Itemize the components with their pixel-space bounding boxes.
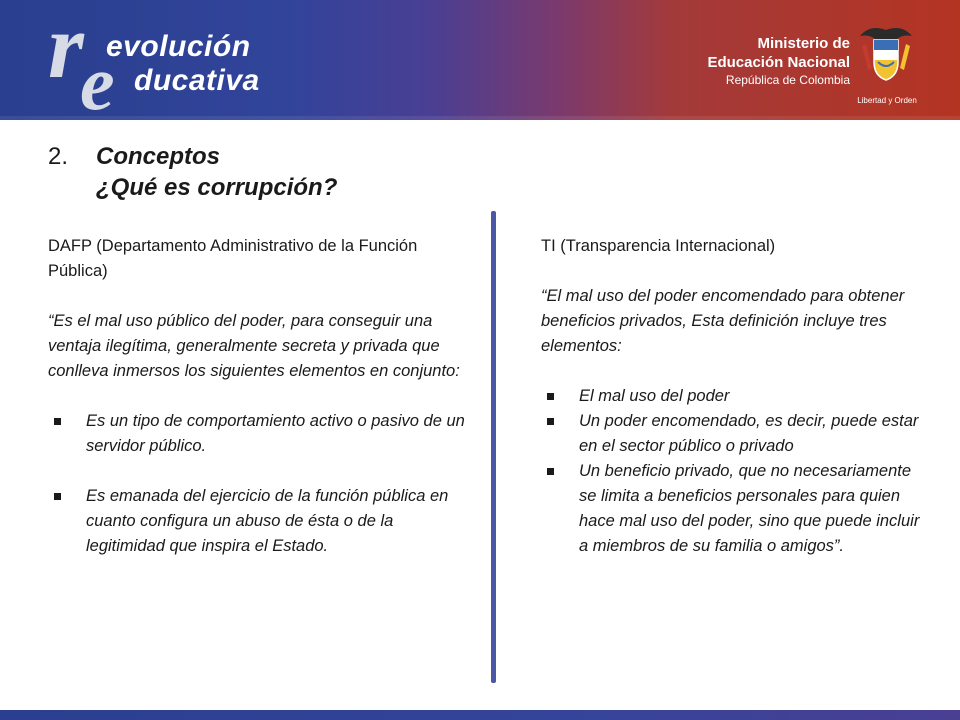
left-column-dafp bbox=[48, 234, 468, 559]
right-column-ti bbox=[541, 234, 921, 559]
square-bullet-icon bbox=[547, 418, 554, 425]
ti-bullet-item bbox=[541, 409, 921, 459]
dafp-bullet-item bbox=[48, 409, 468, 459]
square-bullet-icon bbox=[54, 418, 61, 425]
title-number: 2. bbox=[48, 143, 69, 170]
dafp-bullet-item bbox=[48, 484, 468, 559]
ti-bullet-text: Un poder encomendado, es decir, puede estar en el sector público o privado bbox=[579, 412, 919, 455]
ti-source: TI (Transparencia Internacional) bbox=[541, 237, 776, 255]
ti-bullet-text: Un beneficio privado, que no necesariamente se limita a beneficios personales para quien hace mal uso del poder, sino que puede incluir a miembros de su familia o amigos”. bbox=[579, 462, 920, 555]
ministry-line-2: Educación Nacional bbox=[707, 54, 850, 71]
footer-bar bbox=[0, 710, 960, 720]
title-heading: Conceptos bbox=[96, 143, 221, 170]
column-divider bbox=[491, 211, 496, 683]
ti-bullet-list bbox=[541, 384, 921, 559]
slide-subtitle: ¿Qué es corrupción? bbox=[96, 174, 338, 201]
dafp-definition: “Es el mal uso público del poder, para conseguir una ventaja ilegítima, generalmente secreta y privada que conlleva inmersos los siguientes elementos en conjunto: bbox=[48, 312, 460, 380]
ministry-line-3: República de Colombia bbox=[725, 73, 850, 87]
dafp-source: DAFP (Departamento Administrativo de la Función Pública) bbox=[48, 237, 418, 280]
square-bullet-icon bbox=[54, 493, 61, 500]
ti-definition: “El mal uso del poder encomendado para obtener beneficios privados, Esta definición incluye tres elementos: bbox=[541, 287, 905, 355]
logo-word-educativa: ducativa bbox=[134, 64, 260, 97]
logo-word-revolucion: evolución bbox=[106, 30, 251, 63]
square-bullet-icon bbox=[547, 468, 554, 475]
slide-title bbox=[48, 143, 220, 171]
ti-bullet-item bbox=[541, 384, 921, 409]
ministry-name bbox=[700, 34, 850, 88]
colombia-coat-of-arms-icon bbox=[856, 22, 916, 84]
crest-caption: Libertad y Orden bbox=[857, 96, 917, 105]
logo-letter-r: r bbox=[48, 0, 84, 97]
dafp-bullet-text: Es un tipo de comportamiento activo o pasivo de un servidor público. bbox=[86, 412, 465, 455]
dafp-bullet-list bbox=[48, 409, 468, 559]
square-bullet-icon bbox=[547, 393, 554, 400]
header-banner bbox=[0, 0, 960, 126]
ministry-line-1: Ministerio de bbox=[757, 35, 850, 52]
ti-bullet-text: El mal uso del poder bbox=[579, 387, 730, 405]
ti-bullet-item bbox=[541, 459, 921, 559]
revolucion-educativa-logo bbox=[40, 0, 340, 126]
logo-letter-e: e bbox=[80, 39, 115, 126]
dafp-bullet-text: Es emanada del ejercicio de la función pública en cuanto configura un abuso de ésta o de la legitimidad que inspira el Estado. bbox=[86, 487, 449, 555]
